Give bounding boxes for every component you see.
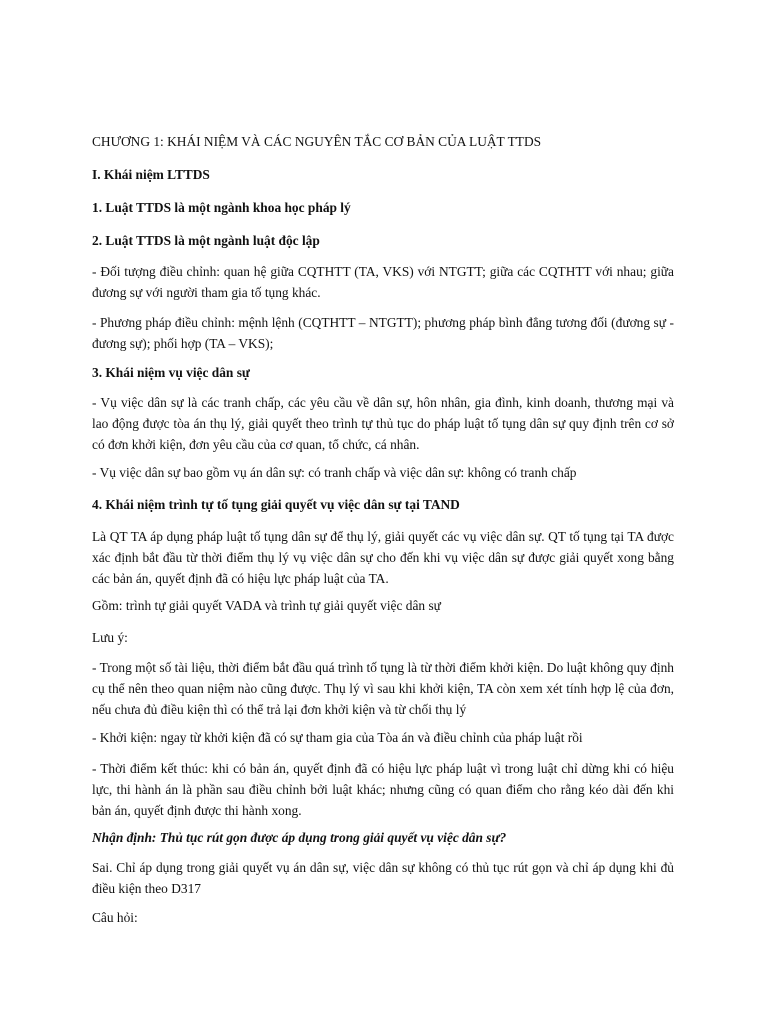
paragraph-sai: Sai. Chỉ áp dụng trong giải quyết vụ án dân sự, việc dân sự không có thủ tục rút gọn và chỉ áp dụng khi đủ điều kiện theo D317 xyxy=(92,860,674,896)
paragraph-luu-y: Lưu ý: xyxy=(92,630,128,645)
paragraph-la-qt: Là QT TA áp dụng pháp luật tố tụng dân sự để thụ lý, giải quyết các vụ việc dân sự. QT tố tụng tại TA được xác định bắt đầu từ thời điểm thụ lý vụ việc dân sự cho đến khi vụ việc dân sự được giải quyết xong bằng các bản án, quyết định đã có hiệu lực pháp luật của TA. xyxy=(92,529,674,586)
paragraph-ket-thuc: - Thời điểm kết thúc: khi có bản án, quyết định đã có hiệu lực pháp luật vì trong luật chỉ dừng khi có hiệu lực, thi hành án là phần sau điều chỉnh bởi luật khác; nhưng cũng có quan điểm cho rằng kéo dài đến khi bản án, quyết định được thi hành xong. xyxy=(92,761,674,818)
heading-3: 3. Khái niệm vụ việc dân sự xyxy=(92,365,250,380)
cau-hoi-label: Câu hỏi: xyxy=(92,910,138,925)
heading-4: 4. Khái niệm trình tự tố tụng giải quyết vụ việc dân sự tại TAND xyxy=(92,497,460,512)
paragraph-trong-mot-so: - Trong một số tài liệu, thời điểm bắt đầu quá trình tố tụng là từ thời điểm khởi kiện. Do luật không quy định cụ thể nên theo quan niệm nào cũng được. Thụ lý vì sau khi khởi kiện, TA còn xem xét tính hợp lệ của đơn, nếu chưa đủ điều kiện thì có thể trả lại đơn khởi kiện và từ chối thụ lý xyxy=(92,660,674,717)
nhan-dinh-statement: Nhận định: Thủ tục rút gọn được áp dụng trong giải quyết vụ việc dân sự? xyxy=(92,830,507,845)
heading-2: 2. Luật TTDS là một ngành luật độc lập xyxy=(92,233,320,248)
chapter-title: CHƯƠNG 1: KHÁI NIỆM VÀ CÁC NGUYÊN TẮC CƠ BẢN CỦA LUẬT TTDS xyxy=(92,134,542,149)
paragraph-khoi-kien: - Khởi kiện: ngay từ khởi kiện đã có sự tham gia của Tòa án và điều chỉnh của pháp luật rồi xyxy=(92,730,583,745)
paragraph-bao-gom: - Vụ việc dân sự bao gồm vụ án dân sự: có tranh chấp và việc dân sự: không có tranh chấp xyxy=(92,465,577,480)
paragraph-doi-tuong: - Đối tượng điều chỉnh: quan hệ giữa CQTHTT (TA, VKS) với NTGTT; giữa các CQTHTT với nhau; giữa đương sự với người tham gia tố tụng khác. xyxy=(92,264,674,300)
section-heading-1: I. Khái niệm LTTDS xyxy=(92,167,210,182)
paragraph-vu-viec: - Vụ việc dân sự là các tranh chấp, các yêu cầu về dân sự, hôn nhân, gia đình, kinh doanh, thương mại và lao động được tòa án thụ lý, giải quyết theo trình tự thủ tục do pháp luật tố tụng dân sự quy định trên cơ sở có đơn khởi kiện, đơn yêu cầu của cơ quan, tổ chức, cá nhân. xyxy=(92,395,674,452)
paragraph-phuong-phap: - Phương pháp điều chỉnh: mệnh lệnh (CQTHTT – NTGTT); phương pháp bình đẳng tương đối (đương sự - đương sự); phối hợp (TA – VKS); xyxy=(92,315,674,351)
heading-1: 1. Luật TTDS là một ngành khoa học pháp lý xyxy=(92,200,351,215)
paragraph-gom: Gồm: trình tự giải quyết VADA và trình tự giải quyết việc dân sự xyxy=(92,598,441,613)
